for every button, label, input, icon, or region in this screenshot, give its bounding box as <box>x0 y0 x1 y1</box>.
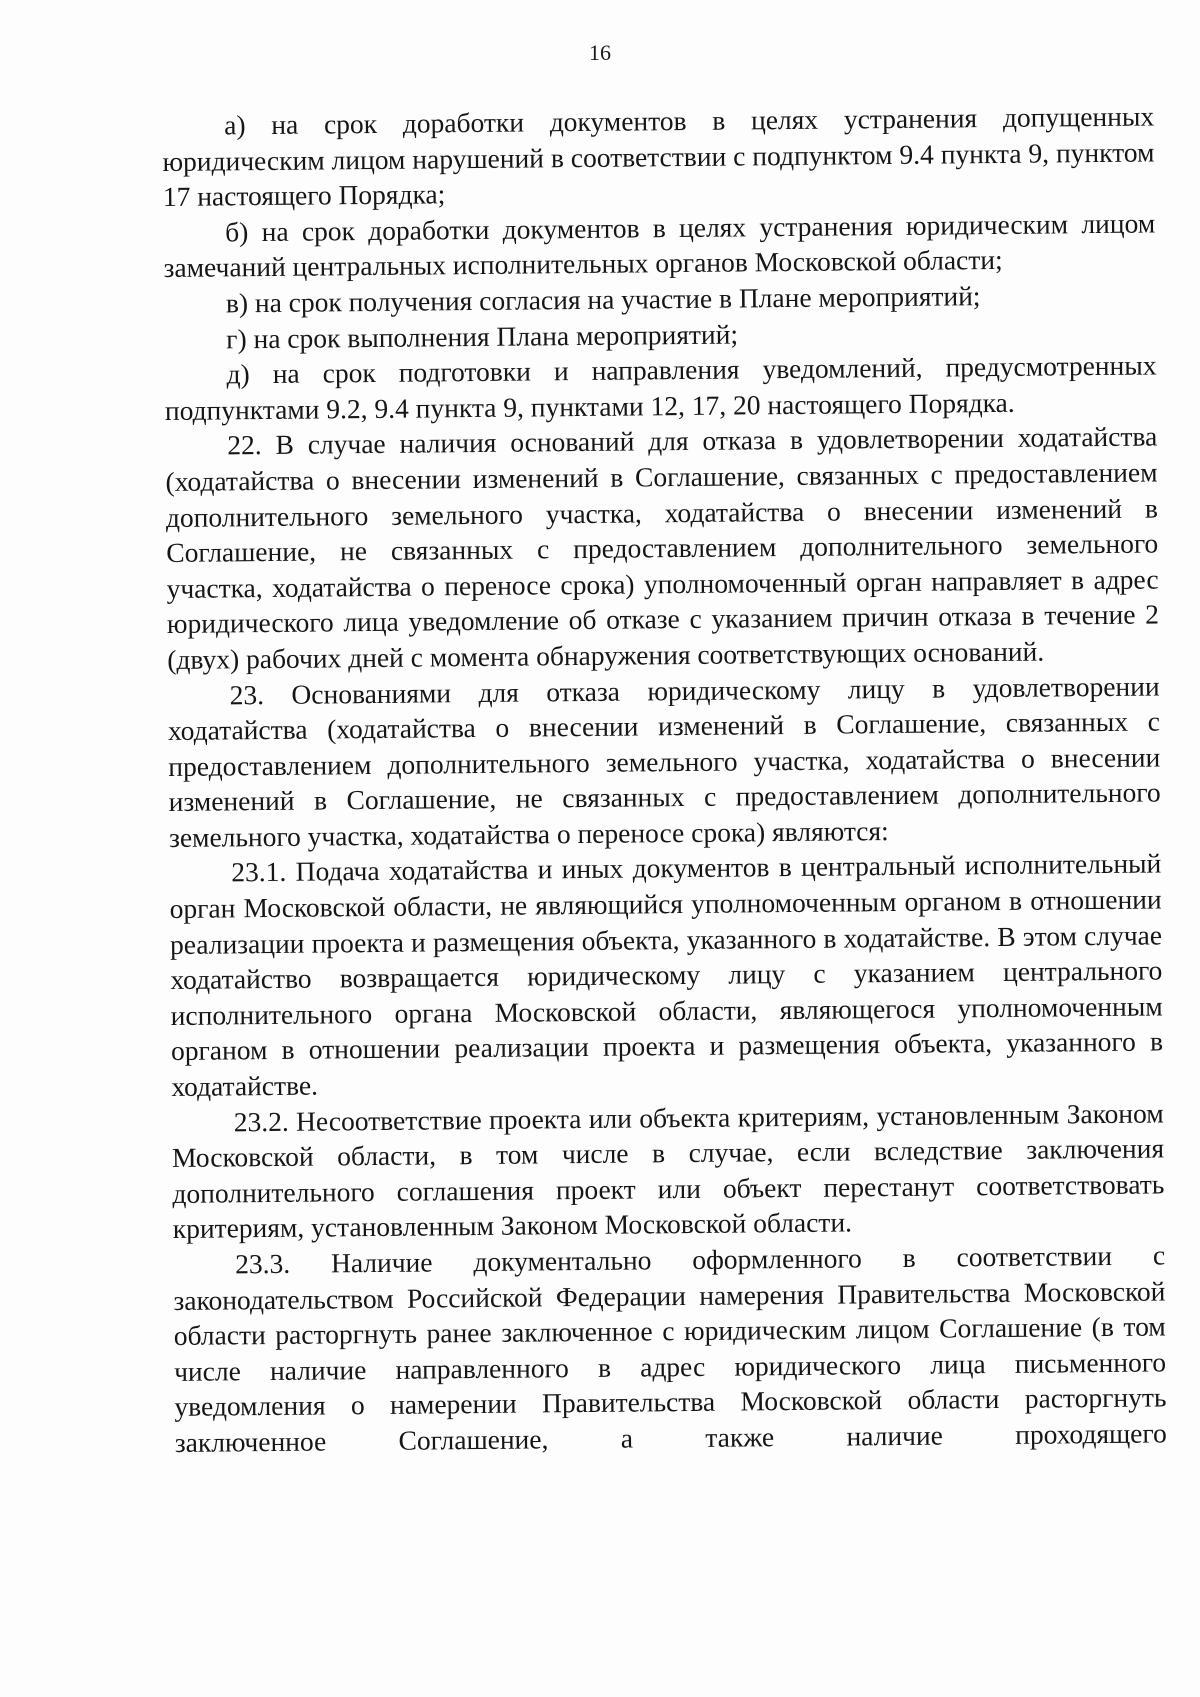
page-number: 16 <box>589 40 611 65</box>
paragraph-21a: а) на срок доработки документов в целях устранения допущенных юридическим лицом нарушений в соответствии с подпунктом 9.4 пункта 9, пунктом 17 настоящего Порядка; <box>162 100 1155 213</box>
document-body <box>162 98 1167 1460</box>
paragraph-21v: в) на срок получения согласия на участие в Плане мероприятий; <box>225 280 981 319</box>
paragraph-23-3: 23.3. Наличие документально оформленного в соответствии с законодательством Российской Федерации намерения Правительства Московской области расторгнуть ранее заключенное с юридическим лицом Соглашение (в том числе наличие направленного в адрес юридического лица письменного уведомления о намерении Правительства Московской области расторгнуть заключенное Соглашение, а также наличие проходящего <box>173 1239 1167 1458</box>
paragraph-21g: г) на срок выполнения Плана мероприятий; <box>226 318 739 354</box>
paragraph-23: 23. Основаниями для отказа юридическому лицу в удовлетворении ходатайства (ходатайства о внесении изменений в Соглашение, связанных с предоставлением дополнительного земельного участка, ходатайства о внесении изменений в Соглашение, не связанных с предоставлением дополнительного земельного участка, ходатайства о переносе срока) являются: <box>167 669 1161 853</box>
paragraph-23-2: 23.2. Несоответствие проекта или объекта критериям, установленным Законом Московской области, в том числе в случае, если вследствие заключения дополнительного соглашения проект или объект перестанут соответствовать критериям, установленным Законом Московской области. <box>171 1097 1165 1245</box>
paragraph-21b: б) на срок доработки документов в целях устранения юридическим лицом замечаний центральных исполнительных органов Московской области; <box>163 207 1156 284</box>
paragraph-22: 22. В случае наличия оснований для отказа в удовлетворении ходатайства (ходатайства о внесении изменений в Соглашение, связанных с предоставлением дополнительного земельного участка, ходатайства о внесении изменений в Соглашение, не связанных с предоставлением дополнительного земельного участка, ходатайства о переносе срока) уполномоченный орган направляет в адрес юридического лица уведомление об отказе с указанием причин отказа в течение 2 (двух) рабочих дней с момента обнаружения соответствующих оснований. <box>165 420 1160 675</box>
paragraph-21d: д) на срок подготовки и направления уведомлений, предусмотренных подпунктами 9.2, 9.4 пункта 9, пунктами 12, 17, 20 настоящего Порядка. <box>164 349 1157 426</box>
paragraph-23-1: 23.1. Подача ходатайства и иных документов в центральный исполнительный орган Московской области, не являющийся уполномоченным органом в отношении реализации проекта и размещения объекта, указанного в ходатайстве. В этом случае ходатайство возвращается юридическому лицу с указанием центрального исполнительного органа Московской области, являющегося уполномоченным органом в отношении реализации проекта и размещения объекта, указанного в ходатайстве. <box>169 847 1164 1102</box>
